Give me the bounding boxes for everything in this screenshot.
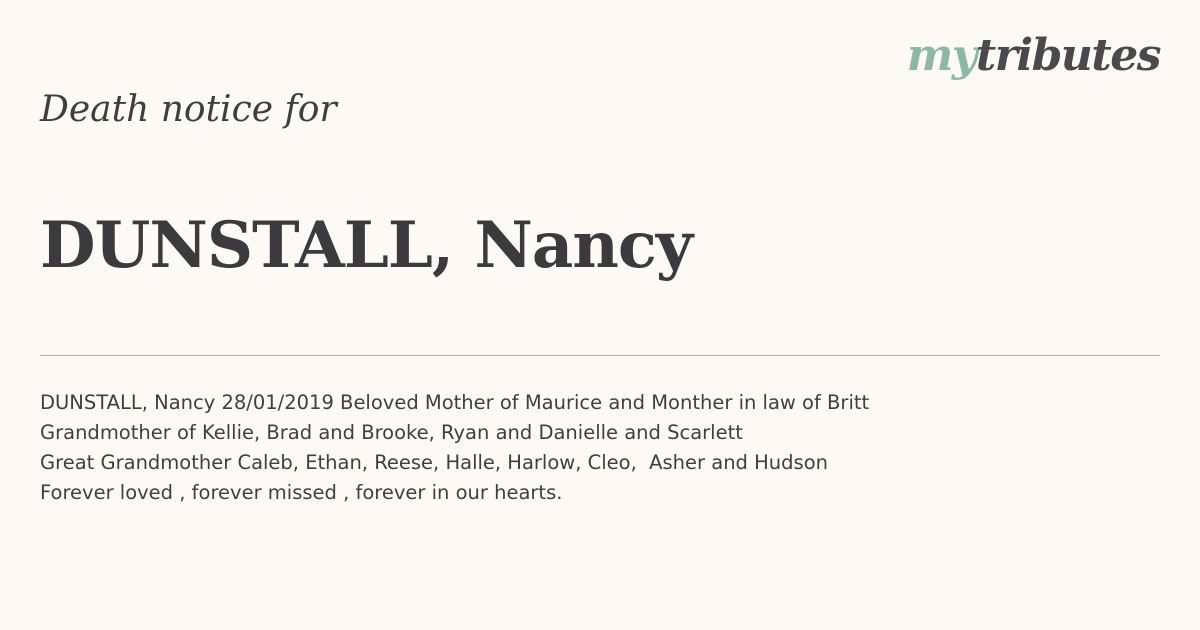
notice-line: DUNSTALL, Nancy 28/01/2019 Beloved Mother of Maurice and Monther in law of Britt [40,391,870,414]
notice-line: Grandmother of Kellie, Brad and Brooke, Ryan and Danielle and Scarlett [40,421,743,444]
mytributes-logo[interactable] [906,30,1160,81]
notice-line: Forever loved , forever missed , forever in our hearts. [40,481,563,504]
notice-line: Great Grandmother Caleb, Ethan, Reese, Halle, Harlow, Cleo, Asher and Hudson [40,451,828,474]
section-divider [40,355,1160,356]
logo-tributes-text: tributes [975,30,1160,81]
logo-my-text: my [906,30,976,81]
death-notice-kicker: Death notice for [40,89,337,130]
notice-body [40,388,940,508]
deceased-name-title: DUNSTALL, Nancy [40,208,693,283]
